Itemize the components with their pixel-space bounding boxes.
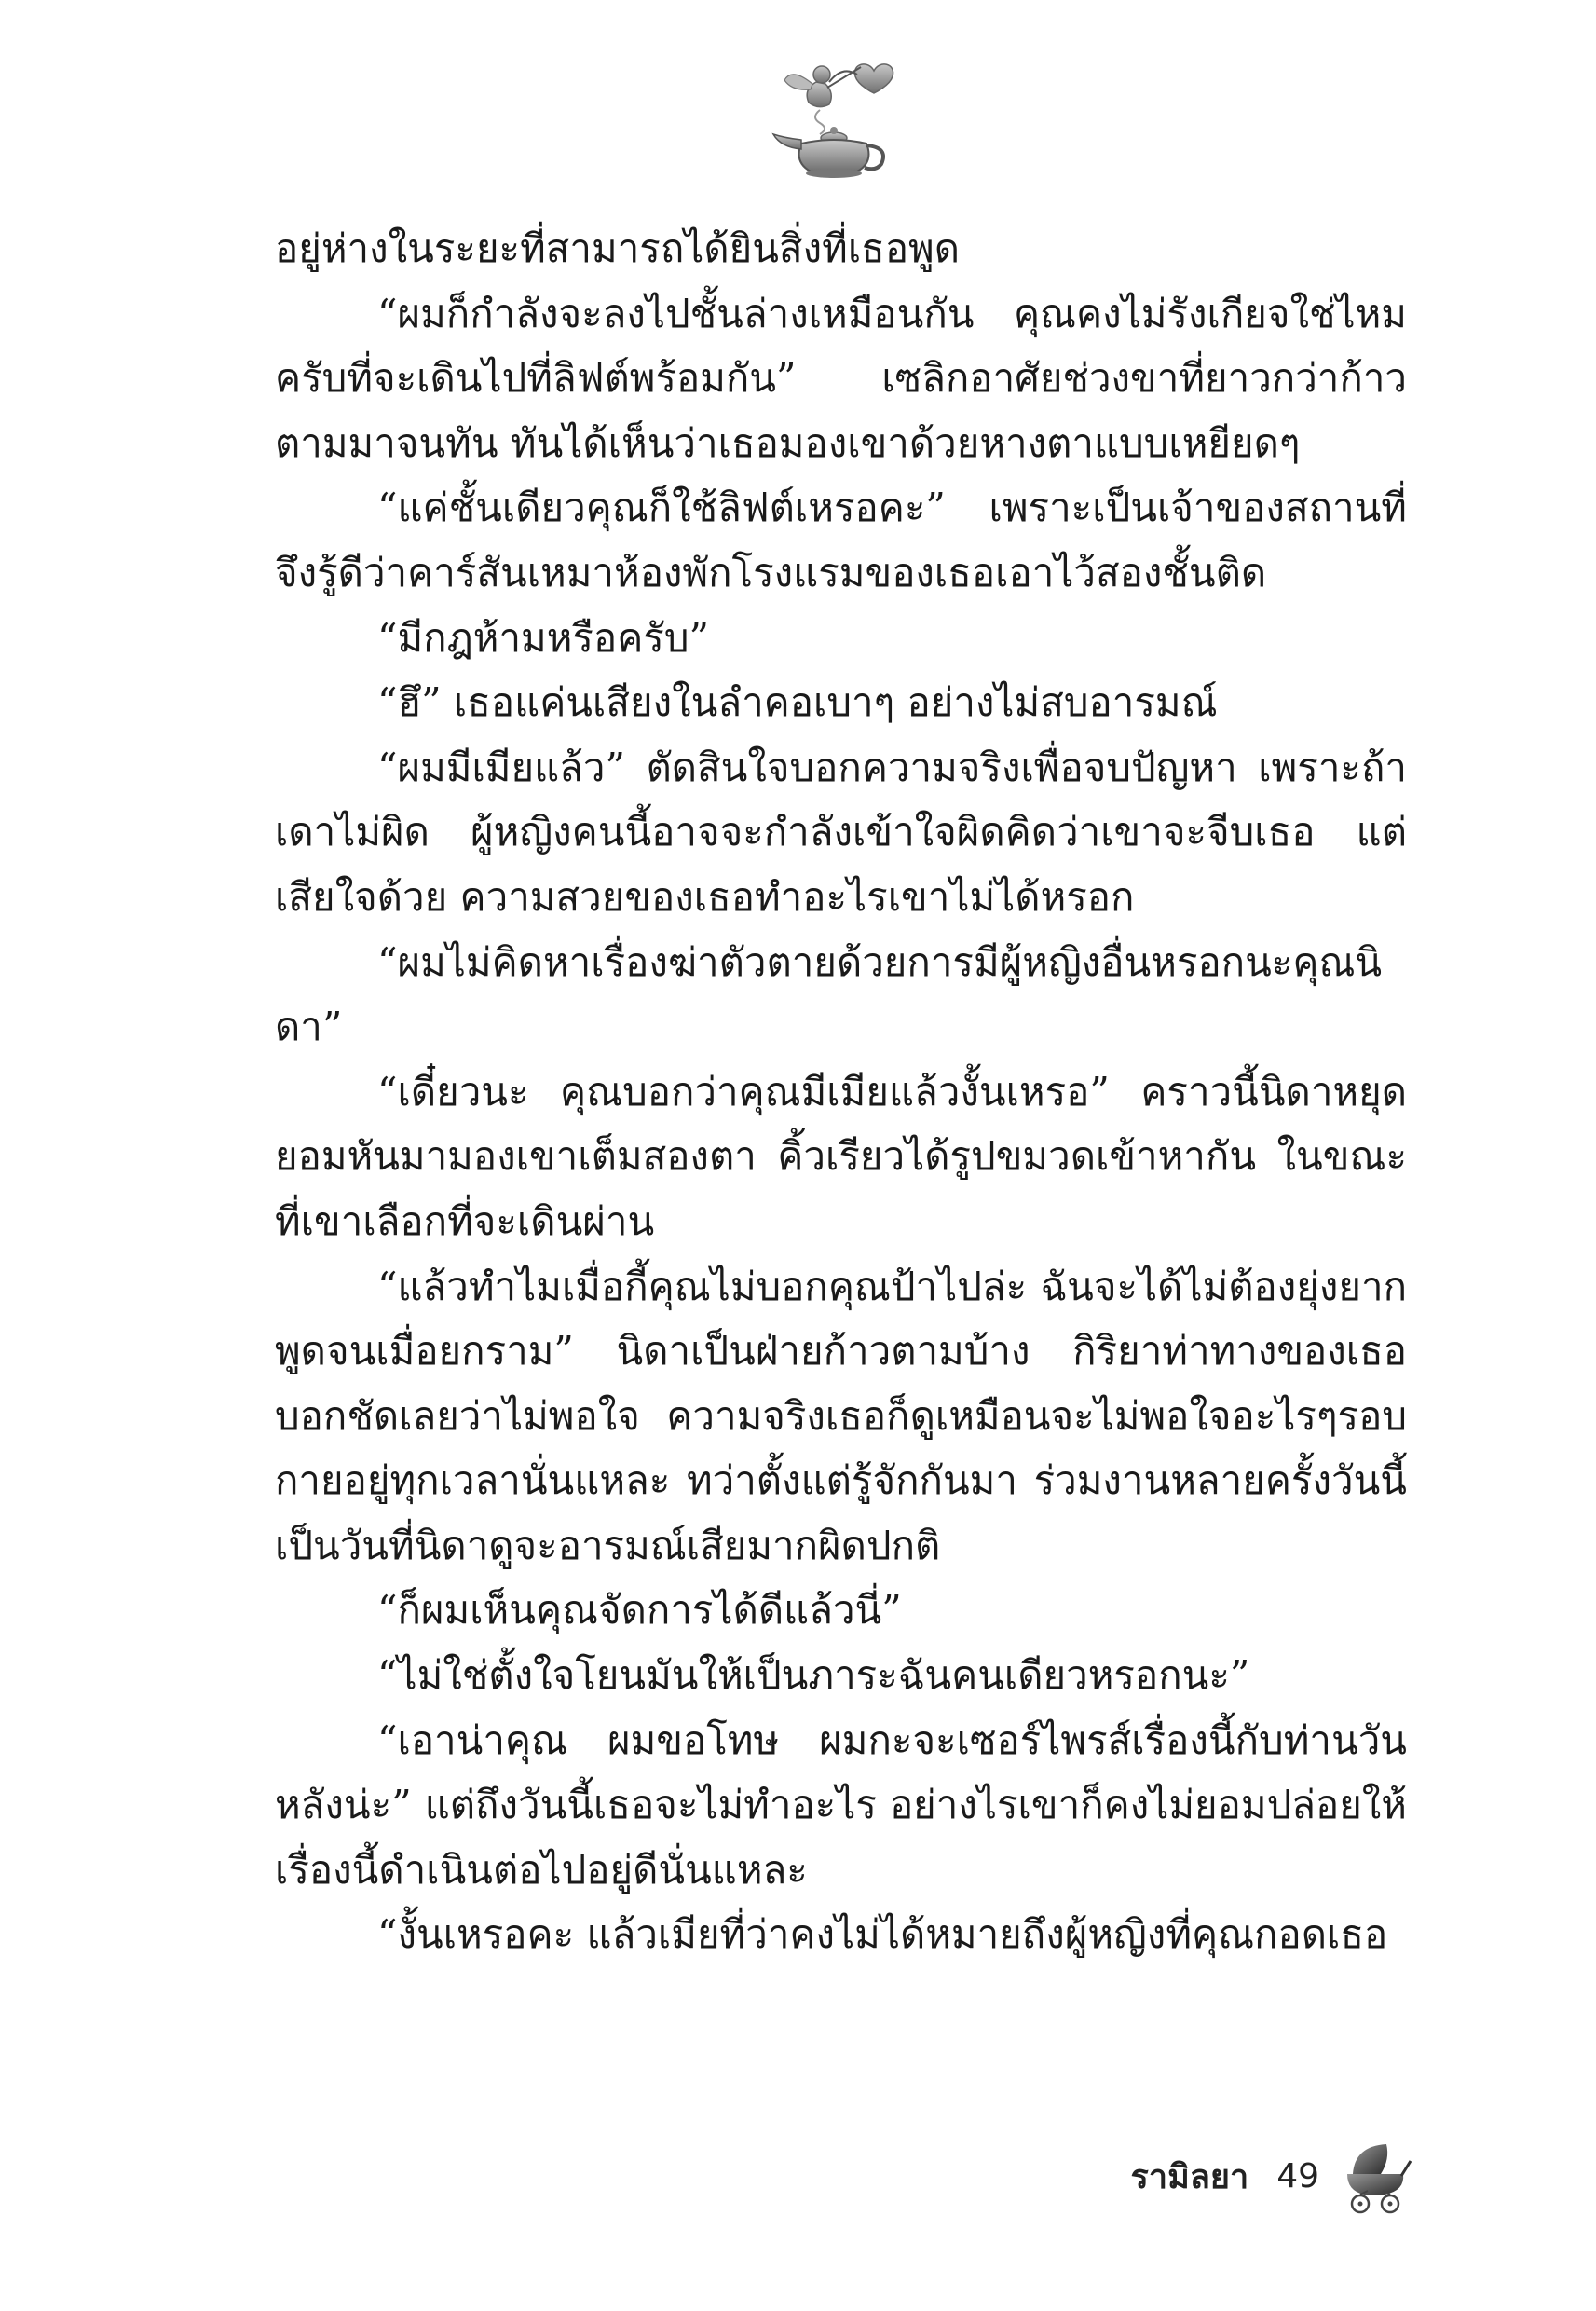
paragraph: “แค่ชั้นเดียวคุณก็ใช้ลิฟต์เหรอคะ” เพราะเป็นเจ้าของสถานที่จึงรู้ดีว่าคาร์สันเหมาห้องพักโรงแรมของเธอเอาไว้สองชั้นติด: [275, 485, 1407, 595]
paragraph: “ไม่ใช่ตั้งใจโยนมันให้เป็นภาระฉันคนเดียวหรอกนะ”: [377, 1652, 1250, 1699]
paragraph: “ก็ผมเห็นคุณจัดการได้ดีแล้วนี่”: [377, 1587, 902, 1634]
paragraph: “แล้วทำไมเมื่อกี้คุณไม่บอกคุณป้าไปล่ะ ฉันจะได้ไม่ต้องยุ่งยากพูดจนเมื่อยกราม” นิดาเป็นฝ่ายก้าวตามบ้าง กิริยาท่าทางของเธอบอกชัดเลยว่าไม่พอใจ ความจริงเธอก็ดูเหมือนจะไม่พอใจอะไรๆรอบกายอยู่ทุกเวลานั่นแหละ ทว่าตั้งแต่รู้จักกันมา ร่วมงานหลายครั้งวันนี้เป็นวันที่นิดาดูจะอารมณ์เสียมากผิดปกติ: [275, 1263, 1407, 1568]
baby-stroller-icon: [1340, 2137, 1414, 2215]
paragraph: “เอาน่าคุณ ผมขอโทษ ผมกะจะเซอร์ไพรส์เรื่องนี้กับท่านวันหลังน่ะ” แต่ถึงวันนี้เธอจะไม่ทำอะไร อย่างไรเขาก็คงไม่ยอมปล่อยให้เรื่องนี้ดำเนินต่อไปอยู่ดีนั่นแหละ: [275, 1716, 1407, 1893]
paragraph: “ผมก็กำลังจะลงไปชั้นล่างเหมือนกัน คุณคงไม่รังเกียจใช่ไหมครับที่จะเดินไปที่ลิฟต์พร้อมกัน” เซลิกอาศัยช่วงขาที่ยาวกว่าก้าวตามมาจนทัน ทันได้เห็นว่าเธอมองเขาด้วยหางตาแบบเหยียดๆ: [275, 290, 1407, 466]
page-number: 49: [1276, 2156, 1319, 2195]
paragraph: “งั้นเหรอคะ แล้วเมียที่ว่าคงไม่ได้หมายถึงผู้หญิงที่คุณกอดเธอ: [377, 1911, 1388, 1958]
page-footer: [1131, 2134, 1414, 2218]
paragraph: “ผมไม่คิดหาเรื่องฆ่าตัวตายด้วยการมีผู้หญิงอื่นหรอกนะคุณนิดา”: [275, 938, 1383, 1050]
paragraph: “ผมมีเมียแล้ว” ตัดสินใจบอกความจริงเพื่อจบปัญหา เพราะถ้าเดาไม่ผิด ผู้หญิงคนนี้อาจจะกำลังเข้าใจผิดคิดว่าเขาจะจีบเธอ แต่เสียใจด้วย ความสวยของเธอทำอะไรเขาไม่ได้หรอก: [275, 744, 1407, 920]
body-text: [275, 216, 1407, 1967]
paragraph: “มีกฎห้ามหรือครับ”: [377, 614, 709, 661]
paragraph: “ฮึ” เธอแค่นเสียงในลำคอเบาๆ อย่างไม่สบอารมณ์: [377, 679, 1218, 726]
paragraph: “เดี๋ยวนะ คุณบอกว่าคุณมีเมียแล้วงั้นเหรอ” คราวนี้นิดาหยุดยอมหันมามองเขาเต็มสองตา คิ้วเรียวได้รูปขมวดเข้าหากัน ในขณะที่เขาเลือกที่จะเดินผ่าน: [275, 1068, 1407, 1244]
cupid-teapot-ornament-icon: [764, 45, 904, 185]
paragraph: อยู่ห่างในระยะที่สามารถได้ยินสิ่งที่เธอพูด: [275, 226, 960, 271]
book-title: รามิลยา: [1130, 2157, 1249, 2196]
